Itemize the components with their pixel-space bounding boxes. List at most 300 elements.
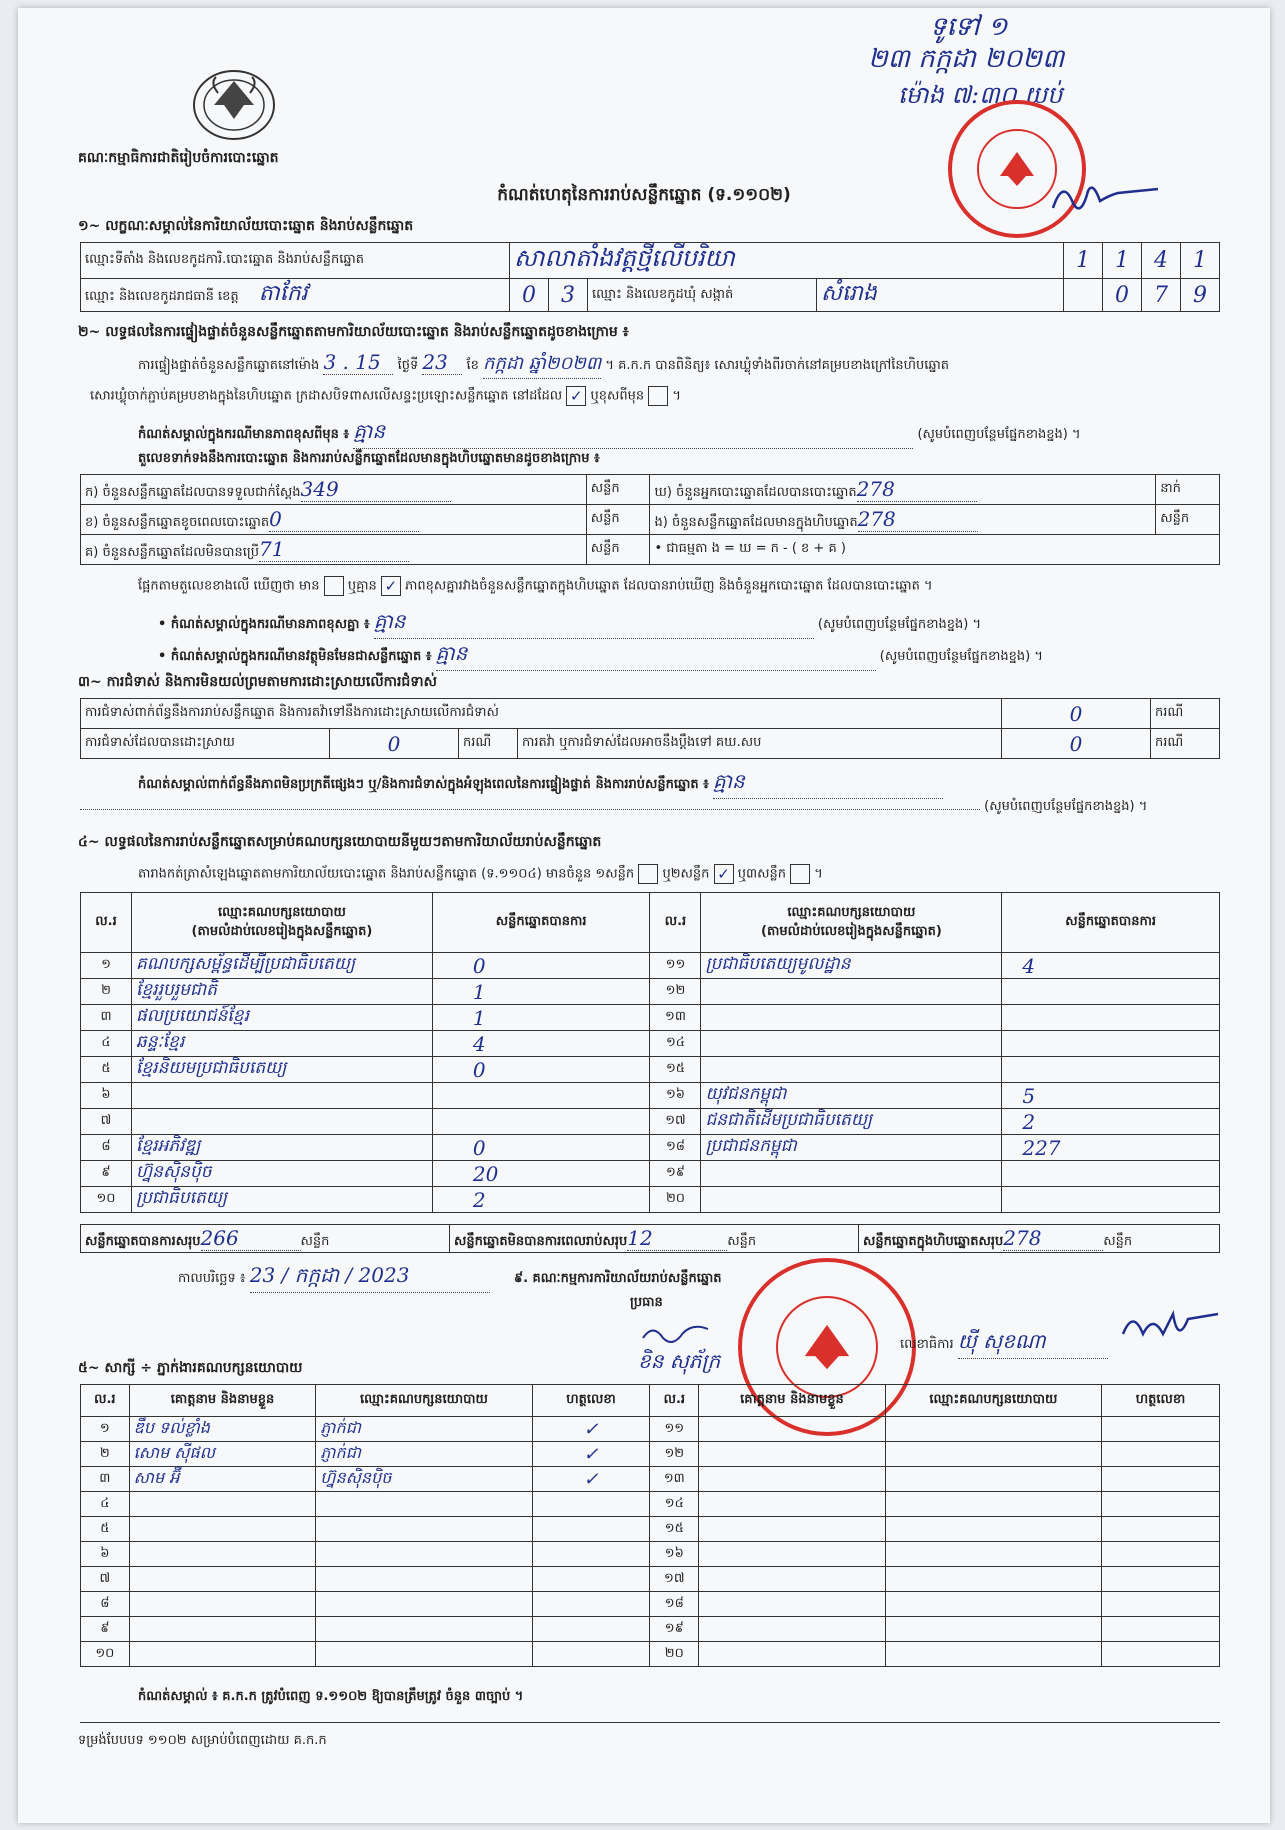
in-box-value: 278 [858, 507, 978, 532]
voters-unit: នាក់ [1156, 475, 1220, 505]
committee-name: គណៈកម្មាធិការជាតិរៀបចំការបោះឆ្នោត [78, 150, 279, 166]
station-info-table [80, 242, 1220, 312]
table-row [81, 1083, 1220, 1109]
same-checkbox[interactable]: ✓ [566, 386, 586, 406]
party-votes: 1 [432, 1005, 650, 1031]
date-line [178, 1262, 722, 1293]
spoiled-value: 0 [269, 507, 419, 532]
received-unit: សន្លឹក [586, 475, 650, 505]
witness-signature: ✓ [532, 1467, 650, 1492]
party-votes [1002, 1187, 1220, 1213]
witness-no: ១១ [650, 1417, 699, 1442]
party-name [701, 979, 1002, 1005]
two-sheets-label: ឬ២សន្លឹក [662, 866, 710, 882]
witness-party [885, 1492, 1101, 1517]
commune-code-1: 0 [1103, 279, 1142, 312]
voters-label: ឃ) ចំនួនអ្នកបោះឆ្នោតដែលបានបោះឆ្នោត [654, 484, 857, 500]
verify-day: 23 [422, 350, 462, 375]
party-no: ១៣ [650, 1005, 701, 1031]
irregularity-note [138, 768, 1228, 799]
verify-or: ឬខុសពីមុន [590, 388, 645, 404]
station-name: សាលាតាំងវត្តថ្មីលើបរិយា [510, 243, 1064, 279]
table-row [81, 1442, 1220, 1467]
station-code-3: 4 [1142, 243, 1181, 279]
province-label: ឈ្មោះ និងលេខកូដរាជធានី ខេត្ត [85, 289, 239, 304]
party-votes: 2 [1002, 1109, 1220, 1135]
document-page [18, 8, 1270, 1823]
unused-value: 71 [259, 537, 409, 562]
table-row [81, 1161, 1220, 1187]
party-votes: 0 [432, 1135, 650, 1161]
witness-party: ភ្ញាក់ជា [316, 1417, 532, 1442]
party-name [132, 1109, 433, 1135]
party-no: ១៩ [650, 1161, 701, 1187]
witness-name: សោម ស៊ីផល [129, 1442, 316, 1467]
footer-note: កំណត់សម្គាល់ ៖ គ.ក.ក ត្រូវបំពេញ ទ.១១០២ ឱ្យបានត្រឹមត្រូវ ចំនួន ៣ច្បាប់ ។ [138, 1689, 524, 1704]
objection-value: 0 [1002, 699, 1151, 729]
chair-name: ខិន សុភ័ក្រ [638, 1349, 721, 1373]
unidentified-note [158, 640, 1043, 671]
witness-signature [1102, 1467, 1220, 1492]
resolved-value: 0 [330, 729, 459, 759]
witness-no: ១៣ [650, 1467, 699, 1492]
results-col-no-left: ល.រ [81, 893, 132, 953]
results-col-votes-right: សន្លឹកឆ្នោតបានការ [1002, 893, 1220, 953]
received-label: ក) ចំនួនសន្លឹកឆ្នោតដែលបានទទួលជាក់ស្តែង [85, 484, 301, 500]
party-name [701, 1057, 1002, 1083]
party-votes [1002, 979, 1220, 1005]
commune-name: សំរោង [817, 279, 1064, 312]
party-no: ១ [81, 953, 132, 979]
witness-party: ហ្វ៊ុនស៊ិនប៉ិច [316, 1467, 532, 1492]
table-row [81, 1542, 1220, 1567]
party-no: ៥ [81, 1057, 132, 1083]
total-box-value: 278 [1003, 1226, 1103, 1251]
chair-signature [638, 1318, 718, 1348]
irregularity-value: គ្មាន [713, 768, 943, 799]
difference-note [138, 418, 1218, 449]
total-invalid-label: សន្លឹកឆ្នោតមិនបានការពេលរាប់សរុប [454, 1233, 628, 1249]
party-name: ប្រជាជនកម្ពុជា [701, 1135, 1002, 1161]
witness-signature [532, 1542, 650, 1567]
appeal-unit: ករណី [1151, 729, 1220, 759]
witness-no: ៧ [81, 1567, 130, 1592]
receipt-note-line2: ២៣ កក្កដា ២០២៣ [868, 44, 1065, 74]
form-footer: ទម្រង់បែបបទ ១១០២ សម្រាប់បំពេញដោយ គ.ក.ក [78, 1733, 327, 1748]
party-name: ខ្មែរនិយមប្រជាធិបតេយ្យ [132, 1057, 433, 1083]
results-col-party-sub-right: (តាមលំដាប់លេខរៀងក្នុងសន្លឹកឆ្នោត) [761, 923, 942, 939]
witness-no: ៨ [81, 1592, 130, 1617]
witness-signature [1102, 1592, 1220, 1617]
results-col-party-right: ឈ្មោះគណបក្សនយោបាយ [787, 904, 916, 920]
party-name: ខ្មែររួបរួមជាតិ [132, 979, 433, 1005]
has-difference-checkbox[interactable] [324, 576, 344, 596]
compare-suffix: ភាពខុសគ្នារវាងចំនួនសន្លឹកឆ្នោតក្នុងហិបឆ្នោត ដែលបានរាប់ឃើញ និងចំនួនអ្នកបោះឆ្នោត ដែលបានបោះឆ្នោត ។ [405, 578, 933, 594]
witness-signature [1102, 1492, 1220, 1517]
verify-suffix: ។ គ.ក.ក បានពិនិត្យ៖ សោរឃ្លុំទាំងពីរចាក់នៅគម្របខាងក្រៅនៃហិបឆ្នោត [605, 358, 950, 373]
witness-party [885, 1617, 1101, 1642]
section5-heading: ៥~ សាក្សី ÷ ភ្នាក់ងារគណបក្សនយោបាយ [78, 1360, 303, 1376]
diff-note-value: គ្មាន [374, 608, 814, 639]
witness-name [699, 1517, 886, 1542]
witness-name [129, 1542, 316, 1567]
witness-signature [532, 1617, 650, 1642]
appeal-value: 0 [1002, 729, 1151, 759]
witness-col-party-left: ឈ្មោះគណបក្សនយោបាយ [316, 1385, 532, 1417]
verify-month-label: ខែ [466, 358, 479, 373]
total-valid-value: 266 [201, 1226, 301, 1251]
witness-party [316, 1617, 532, 1642]
table-row [81, 953, 1220, 979]
witness-party [885, 1442, 1101, 1467]
party-votes [1002, 1161, 1220, 1187]
party-no: ១៥ [650, 1057, 701, 1083]
party-votes: 4 [432, 1031, 650, 1057]
party-no: ៨ [81, 1135, 132, 1161]
witness-col-party-right: ឈ្មោះគណបក្សនយោបាយ [885, 1385, 1101, 1417]
receipt-note-line3: ម៉ោង ៧:៣០ យប់ [898, 81, 1063, 109]
witness-name [699, 1542, 886, 1567]
witness-signature: ✓ [532, 1442, 650, 1467]
party-results-table [80, 892, 1220, 1213]
table-row [81, 1135, 1220, 1161]
party-votes [1002, 1031, 1220, 1057]
party-no: ១១ [650, 953, 701, 979]
tally-intro: តារាងកត់ត្រាសំឡេងឆ្នោតតាមការិយាល័យបោះឆ្នោត និងរាប់សន្លឹកឆ្នោត (ទ.១១០៤) មានចំនួន ១សន្លឹក [138, 866, 635, 882]
appeal-label: ការតវ៉ា ឬការជំទាស់ដែលអាចនឹងប្តឹងទៅ គឃ.សប [518, 729, 1002, 759]
witness-name [699, 1467, 886, 1492]
party-name: ផលប្រយោជន៍ខ្មែរ [132, 1005, 433, 1031]
witness-party [316, 1542, 532, 1567]
witness-no: ១៨ [650, 1592, 699, 1617]
secretary-signature [1118, 1304, 1228, 1350]
irregularity-blank [80, 809, 980, 810]
table-row [81, 1031, 1220, 1057]
party-name: គណបក្សសម្ព័ន្ធដើម្បីប្រជាធិបតេយ្យ [132, 953, 433, 979]
party-votes [1002, 1005, 1220, 1031]
total-box-unit: សន្លឹក [1103, 1233, 1133, 1249]
party-votes [432, 1109, 650, 1135]
party-votes [1002, 1057, 1220, 1083]
date-label: កាលបរិច្ឆេទ ៖ [178, 1271, 246, 1286]
verify-time: 3 . 15 [323, 350, 393, 375]
witness-signature [532, 1592, 650, 1617]
commune-code-2: 7 [1142, 279, 1181, 312]
total-valid-label: សន្លឹកឆ្នោតបានការសរុប [85, 1233, 201, 1249]
station-label: ឈ្មោះទីតាំង និងលេខកូដការិ.បោះឆ្នោត និងរាប់សន្លឹកឆ្នោត [81, 243, 510, 279]
total-box-label: សន្លឹកឆ្នោតក្នុងហិបឆ្នោតសរុប [863, 1233, 1004, 1249]
witness-party [316, 1642, 532, 1667]
table-row [81, 1592, 1220, 1617]
witness-party [885, 1417, 1101, 1442]
date-value: 23 / កក្កដា / 2023 [250, 1262, 490, 1293]
witness-col-no-right: ល.រ [650, 1385, 699, 1417]
witness-name [129, 1567, 316, 1592]
party-no: ១៧ [650, 1109, 701, 1135]
witness-no: ១៧ [650, 1567, 699, 1592]
spoiled-unit: សន្លឹក [586, 505, 650, 535]
table-row [81, 1617, 1220, 1642]
witness-signature [1102, 1417, 1220, 1442]
station-code-1: 1 [1064, 243, 1103, 279]
table-row [81, 1492, 1220, 1517]
table-row [81, 979, 1220, 1005]
party-votes: 2 [432, 1187, 650, 1213]
party-no: ១៦ [650, 1083, 701, 1109]
witness-name: សាម អ៊ី [129, 1467, 316, 1492]
party-no: ៦ [81, 1083, 132, 1109]
witness-no: ១៤ [650, 1492, 699, 1517]
table-row [81, 1187, 1220, 1213]
irregularity-label: កំណត់សម្គាល់ពាក់ព័ន្ធនឹងភាពមិនប្រក្រតីផ្សេងៗ ឬ/និងការជំទាស់ក្នុងអំឡុងពេលនៃការផ្ទៀងផ្ទាត់ និងការរាប់សន្លឹកឆ្នោត ៖ [138, 777, 709, 792]
witness-name [699, 1592, 886, 1617]
unused-unit: សន្លឹក [586, 535, 650, 565]
secretary-name: យ៉ី សុខណា [958, 1328, 1108, 1359]
results-col-no-right: ល.រ [650, 893, 701, 953]
witness-name [699, 1642, 886, 1667]
party-name: ប្រជាធិបតេយ្យមូលដ្ឋាន [701, 953, 1002, 979]
station-code-4: 1 [1181, 243, 1220, 279]
party-no: ១៨ [650, 1135, 701, 1161]
witness-name [129, 1492, 316, 1517]
difference-note-suffix: (សូមបំពេញបន្ថែមផ្នែកខាងខ្នង) ។ [917, 427, 1081, 442]
witness-name [129, 1642, 316, 1667]
verify-prefix: ការផ្ទៀងផ្ទាត់ចំនួនសន្លឹកឆ្នោតនៅម៉ោង [138, 358, 320, 373]
party-name: ខ្មែរអភិវឌ្ឍ [132, 1135, 433, 1161]
witness-party [885, 1517, 1101, 1542]
table-row [81, 1109, 1220, 1135]
compare-or: ឬគ្មាន [347, 578, 377, 594]
section3-heading: ៣~ ការជំទាស់ និងការមិនយល់ព្រមតាមការដោះស្រាយលើការជំទាស់ [78, 674, 437, 690]
resolved-label: ការជំទាស់ដែលបានដោះស្រាយ [81, 729, 330, 759]
one-sheet-checkbox[interactable] [638, 864, 658, 884]
counting-committee-label: ៩. គណៈកម្មការការិយាល័យរាប់សន្លឹកឆ្នោត [513, 1271, 722, 1286]
received-value: 349 [301, 477, 451, 502]
witness-no: ៩ [81, 1617, 130, 1642]
table-row [81, 1057, 1220, 1083]
witness-signature [1102, 1617, 1220, 1642]
table-row [81, 1467, 1220, 1492]
irregularity-suffix: (សូមបំពេញបន្ថែមផ្នែកខាងខ្នង) ។ [984, 799, 1148, 814]
witness-name [129, 1617, 316, 1642]
different-checkbox[interactable] [648, 386, 668, 406]
unidentified-value: គ្មាន [436, 640, 876, 671]
witness-party [885, 1467, 1101, 1492]
witness-col-sign-left: ហត្ថលេខា [532, 1385, 650, 1417]
diff-note-suffix: (សូមបំពេញបន្ថែមផ្នែកខាងខ្នង) ។ [817, 617, 982, 632]
party-votes [432, 1083, 650, 1109]
unidentified-label: • កំណត់សម្គាល់ក្នុងករណីមានវត្ថុមិនមែនជាសន្លឹកឆ្នោត ៖ [158, 649, 432, 664]
formula-label: • ជាធម្មតា ង = ឃ = ក - ( ខ + គ ) [650, 535, 1220, 565]
party-no: ២ [81, 979, 132, 1005]
table-row [81, 1567, 1220, 1592]
witness-signature [532, 1642, 650, 1667]
party-no: ២០ [650, 1187, 701, 1213]
witness-name [699, 1567, 886, 1592]
station-code-2: 1 [1103, 243, 1142, 279]
party-votes: 0 [432, 1057, 650, 1083]
witness-name [129, 1592, 316, 1617]
verify-line2-text: សោរឃ្លុំចាក់ភ្ជាប់គម្របខាងក្នុងនៃហិបឆ្នោត ក្រដាសបិទពាសលើសន្ទះប្រឡោះសន្លឹកឆ្នោត នៅដដែល [90, 388, 563, 404]
witness-no: ២ [81, 1442, 130, 1467]
verify-day-label: ថ្ងៃទី [397, 358, 419, 373]
witness-no: ៦ [81, 1542, 130, 1567]
witness-signature [532, 1517, 650, 1542]
party-votes: 4 [1002, 953, 1220, 979]
witness-party [316, 1567, 532, 1592]
witness-signature [532, 1567, 650, 1592]
results-totals [80, 1224, 1220, 1253]
witness-signature [1102, 1567, 1220, 1592]
difference-note-value: គ្មាន [353, 418, 913, 449]
verify-month: កក្កដា ឆ្នាំ២០២៣ [483, 351, 601, 379]
commune-code-3: 9 [1181, 279, 1220, 312]
party-no: ៧ [81, 1109, 132, 1135]
witness-table [80, 1384, 1220, 1667]
witness-no: ១០ [81, 1642, 130, 1667]
receipt-note-line1: ទូទៅ ១ [930, 12, 1008, 42]
witness-party [316, 1492, 532, 1517]
three-sheets-checkbox[interactable] [790, 864, 810, 884]
voters-value: 278 [857, 477, 977, 502]
figures-intro: តួលេខទាក់ទងនឹងការបោះឆ្នោត និងការរាប់សន្លឹកឆ្នោតដែលមានក្នុងហិបឆ្នោតមានដូចខាងក្រោម ៖ [138, 451, 600, 466]
witness-name [699, 1492, 886, 1517]
party-name: ឆន្ទៈខ្មែរ [132, 1031, 433, 1057]
witness-name [699, 1442, 886, 1467]
witness-party [316, 1592, 532, 1617]
witness-party: ភ្ញាក់ជា [316, 1442, 532, 1467]
party-name: ហ្វ៊ុនស៊ិនប៉ិច [132, 1161, 433, 1187]
witness-name [129, 1517, 316, 1542]
tally-sheet-line: តារាងកត់ត្រាសំឡេងឆ្នោតតាមការិយាល័យបោះឆ្នោត និងរាប់សន្លឹកឆ្នោត (ទ.១១០៤) មានចំនួន ១សន្លឹក ឬ២សន្លឹក ✓ ឬ៣សន្លឹក ។ [138, 865, 823, 883]
footer-rule [80, 1722, 1220, 1723]
total-invalid-value: 12 [627, 1226, 727, 1251]
verify-line-1 [138, 350, 1218, 379]
total-invalid-unit: សន្លឹក [727, 1233, 757, 1249]
party-name: ជនជាតិដើមប្រជាធិបតេយ្យ [701, 1109, 1002, 1135]
party-no: ៩ [81, 1161, 132, 1187]
province-code-1: 0 [510, 279, 549, 312]
three-sheets-label: ឬ៣សន្លឹក [737, 866, 786, 882]
objections-table [80, 698, 1220, 759]
witness-no: ៥ [81, 1517, 130, 1542]
nec-emblem [188, 63, 280, 143]
party-no: ១៤ [650, 1031, 701, 1057]
witness-signature [1102, 1542, 1220, 1567]
diff-note [158, 608, 981, 639]
province-code-2: 3 [549, 279, 588, 312]
party-no: ១២ [650, 979, 701, 1005]
resolved-unit: ករណី [459, 729, 518, 759]
table-row [81, 1005, 1220, 1031]
party-votes: 20 [432, 1161, 650, 1187]
witness-no: ១៩ [650, 1617, 699, 1642]
commune-label: ឈ្មោះ និងលេខកូដឃុំ សង្កាត់ [592, 286, 734, 302]
witness-col-sign-right: ហត្ថលេខា [1102, 1385, 1220, 1417]
witness-no: ២០ [650, 1642, 699, 1667]
unidentified-suffix: (សូមបំពេញបន្ថែមផ្នែកខាងខ្នង) ។ [879, 649, 1043, 664]
difference-note-label: កំណត់សម្គាល់ក្នុងករណីមានភាពខុសពីមុន ៖ [138, 427, 350, 442]
objection-unit: ករណី [1151, 699, 1220, 729]
witness-name: ឌឹប ទល់ខ្លាំង [129, 1417, 316, 1442]
secretary-line [900, 1328, 1108, 1359]
witness-no: ១ [81, 1417, 130, 1442]
two-sheets-checkbox[interactable]: ✓ [714, 864, 734, 884]
witness-no: ៤ [81, 1492, 130, 1517]
chair-label: ប្រធាន [630, 1295, 663, 1310]
party-name [132, 1083, 433, 1109]
witness-col-no-left: ល.រ [81, 1385, 130, 1417]
results-col-party-sub-left: (តាមលំដាប់លេខរៀងក្នុងសន្លឹកឆ្នោត) [191, 923, 373, 939]
party-no: ១០ [81, 1187, 132, 1213]
spoiled-label: ខ) ចំនួនសន្លឹកឆ្នោតខូចពេលបោះឆ្នោត [85, 514, 270, 530]
witness-party [885, 1567, 1101, 1592]
witness-col-name-left: គោត្តនាម និងនាមខ្លួន [129, 1385, 316, 1417]
ballot-figures-table [80, 474, 1220, 565]
party-no: ៤ [81, 1031, 132, 1057]
objection-label: ការជំទាស់ពាក់ព័ន្ធនឹងការរាប់សន្លឹកឆ្នោត និងការតវ៉ាទៅនឹងការដោះស្រាយលើការជំទាស់ [81, 699, 1002, 729]
witness-signature [1102, 1442, 1220, 1467]
section2-heading: ២~ លទ្ធផលនៃការផ្ទៀងផ្ទាត់ចំនួនសន្លឹកឆ្នោតតាមការិយាល័យបោះឆ្នោត និងរាប់សន្លឹកឆ្នោតដូចខាងក្រោម ៖ [78, 324, 629, 340]
verify-line-2: សោរឃ្លុំចាក់ភ្ជាប់គម្របខាងក្នុងនៃហិបឆ្នោត ក្រដាសបិទពាសលើសន្ទះប្រឡោះសន្លឹកឆ្នោត នៅដដែល ✓ ឬខុសពីមុន ។ [90, 387, 681, 405]
party-votes: 227 [1002, 1135, 1220, 1161]
province-name: តាកែវ [258, 281, 308, 306]
party-name [701, 1031, 1002, 1057]
party-votes: 1 [432, 979, 650, 1005]
no-difference-checkbox[interactable]: ✓ [381, 576, 401, 596]
witness-no: ៣ [81, 1467, 130, 1492]
diff-note-label: • កំណត់សម្គាល់ក្នុងករណីមានភាពខុសគ្នា ៖ [158, 617, 370, 632]
witness-party [885, 1642, 1101, 1667]
party-name: យុវជនកម្ពុជា [701, 1083, 1002, 1109]
table-row [81, 1517, 1220, 1542]
witness-party [316, 1517, 532, 1542]
witness-name [699, 1617, 886, 1642]
party-no: ៣ [81, 1005, 132, 1031]
results-col-votes-left: សន្លឹកឆ្នោតបានការ [432, 893, 650, 953]
party-name [701, 1187, 1002, 1213]
witness-signature [532, 1492, 650, 1517]
table-row [81, 1417, 1220, 1442]
party-name: ប្រជាធិបតេយ្យ [132, 1187, 433, 1213]
witness-signature [1102, 1642, 1220, 1667]
witness-no: ១២ [650, 1442, 699, 1467]
in-box-unit: សន្លឹក [1156, 505, 1220, 535]
party-name [701, 1005, 1002, 1031]
unused-label: គ) ចំនួនសន្លឹកឆ្នោតដែលមិនបានប្រើ [85, 544, 259, 560]
witness-signature: ✓ [532, 1417, 650, 1442]
section1-heading: ១~ លក្ខណៈសម្គាល់នៃការិយាល័យបោះឆ្នោត និងរាប់សន្លឹកឆ្នោត [78, 218, 414, 234]
table-row [81, 1642, 1220, 1667]
section4-heading: ៤~ លទ្ធផលនៃការរាប់សន្លឹកឆ្នោតសម្រាប់គណបក្សនយោបាយនីមួយៗតាមការិយាល័យរាប់សន្លឹកឆ្នោត [78, 834, 602, 850]
results-col-party-left: ឈ្មោះគណបក្សនយោបាយ [217, 904, 346, 920]
witness-signature [1102, 1517, 1220, 1542]
witness-col-name-right: គោត្តនាម និងនាមខ្លួន [699, 1385, 886, 1417]
witness-no: ១៦ [650, 1542, 699, 1567]
compare-prefix: ផ្អែកតាមតួលេខខាងលើ ឃើញថា មាន [138, 578, 320, 594]
party-name [701, 1161, 1002, 1187]
irregularity-line2 [80, 798, 1220, 817]
secretary-label: លេខាធិការ [900, 1337, 954, 1352]
party-votes: 0 [432, 953, 650, 979]
in-box-label: ង) ចំនួនសន្លឹកឆ្នោតដែលមានក្នុងហិបឆ្នោត [654, 514, 858, 530]
party-votes: 5 [1002, 1083, 1220, 1109]
form-title: កំណត់ហេតុនៃការរាប់សន្លឹកឆ្នោត (ទ.១១០២) [497, 185, 791, 205]
witness-party [885, 1592, 1101, 1617]
compare-line [138, 576, 933, 597]
witness-no: ១៥ [650, 1517, 699, 1542]
witness-name [699, 1417, 886, 1442]
